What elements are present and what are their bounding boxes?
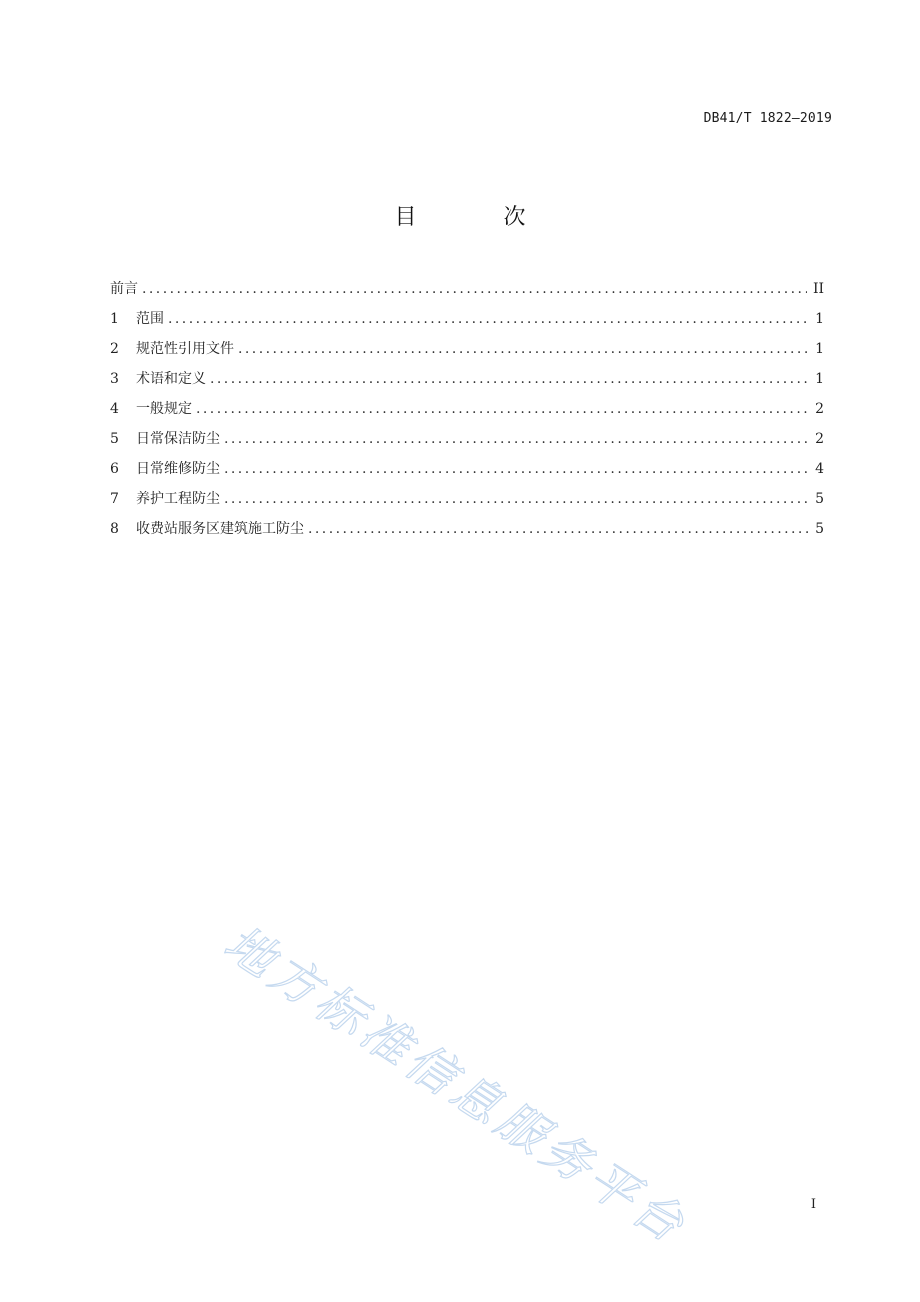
toc-entry-daily-cleaning[interactable] <box>110 429 824 459</box>
toc-entry-toll-station-construction[interactable] <box>110 519 824 549</box>
toc-entry-label: 养护工程防尘 <box>136 491 220 507</box>
table-of-contents <box>110 279 824 549</box>
toc-entry-foreword[interactable] <box>110 279 824 309</box>
toc-title: 目 次 <box>394 205 566 230</box>
toc-entry-scope[interactable] <box>110 309 824 339</box>
toc-leader-dots <box>224 459 808 479</box>
toc-entry-label: 前言 <box>110 281 138 297</box>
toc-entry-normative-references[interactable] <box>110 339 824 369</box>
toc-entry-number: 6 <box>110 461 119 477</box>
toc-entry-label: 一般规定 <box>136 401 192 417</box>
toc-entry-number: 2 <box>110 341 119 357</box>
toc-entry-number: 8 <box>110 521 119 537</box>
toc-leader-dots <box>210 369 808 389</box>
toc-entry-page: II <box>812 281 824 297</box>
toc-entry-label: 规范性引用文件 <box>136 341 234 357</box>
page-number: I <box>810 1197 816 1212</box>
toc-entry-general-provisions[interactable] <box>110 399 824 429</box>
toc-leader-dots <box>142 279 807 299</box>
toc-entry-page: 1 <box>815 341 824 357</box>
toc-entry-label: 日常保洁防尘 <box>136 431 220 447</box>
toc-entry-page: 1 <box>815 311 824 327</box>
toc-entry-page: 2 <box>815 401 824 417</box>
toc-leader-dots <box>224 489 808 509</box>
document-code: DB41/T 1822—2019 <box>703 111 832 126</box>
toc-leader-dots <box>168 309 808 329</box>
toc-entry-page: 1 <box>815 371 824 387</box>
toc-entry-number: 3 <box>110 371 119 387</box>
toc-entry-label: 收费站服务区建筑施工防尘 <box>136 521 304 537</box>
toc-entry-maintenance-works[interactable] <box>110 489 824 519</box>
toc-leader-dots <box>224 429 808 449</box>
toc-leader-dots <box>238 339 808 359</box>
toc-entry-page: 4 <box>815 461 824 477</box>
toc-leader-dots <box>196 399 808 419</box>
toc-entry-page: 5 <box>815 491 824 507</box>
toc-entry-number: 7 <box>110 491 119 507</box>
toc-entry-label: 术语和定义 <box>136 371 206 387</box>
toc-entry-terms-definitions[interactable] <box>110 369 824 399</box>
toc-entry-number: 5 <box>110 431 119 447</box>
watermark-text: 地方标准信息服务平台 <box>214 914 698 1256</box>
toc-entry-page: 5 <box>815 521 824 537</box>
toc-entry-daily-maintenance[interactable] <box>110 459 824 489</box>
toc-entry-label: 日常维修防尘 <box>136 461 220 477</box>
toc-entry-label: 范围 <box>136 311 164 327</box>
toc-entry-page: 2 <box>815 431 824 447</box>
toc-entry-number: 1 <box>110 311 119 327</box>
toc-leader-dots <box>308 519 808 539</box>
toc-entry-number: 4 <box>110 401 119 417</box>
